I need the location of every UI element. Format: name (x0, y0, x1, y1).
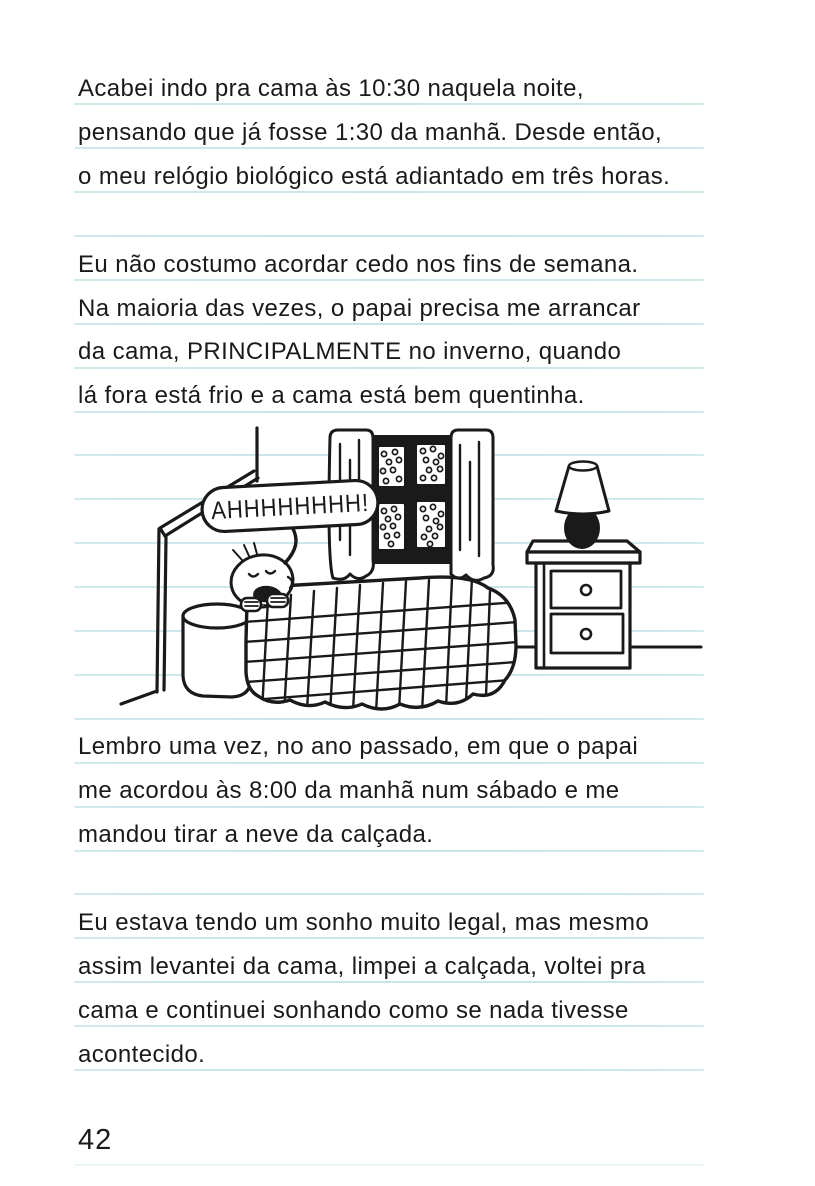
handwritten-line: Lembro uma vez, no ano passado, em que o papai (78, 733, 639, 760)
nightstand (527, 541, 640, 668)
lamp-icon (556, 462, 609, 550)
handwritten-line: lá fora está frio e a cama está bem quentinha. (78, 382, 585, 409)
handwritten-line: Eu não costumo acordar cedo nos fins de semana. (78, 251, 639, 278)
ruled-line (74, 235, 704, 237)
handwritten-line: cama e continuei sonhando como se nada tivesse (78, 997, 629, 1024)
handwritten-line: mandou tirar a neve da calçada. (78, 821, 434, 848)
plaid-pattern (244, 578, 518, 714)
ruled-line (74, 850, 704, 852)
handwritten-line: pensando que já fosse 1:30 da manhã. Desde então, (78, 119, 663, 146)
ruled-line (74, 542, 704, 544)
snowflakes (380, 446, 443, 546)
ruled-line (74, 103, 704, 105)
ruled-line (74, 718, 704, 720)
ruled-line (74, 191, 704, 193)
ruled-line (74, 454, 704, 456)
ruled-line (74, 147, 704, 149)
boy (228, 543, 297, 611)
ruled-line (74, 937, 704, 939)
handwritten-line: Na maioria das vezes, o papai precisa me arrancar (78, 295, 641, 322)
ruled-line (74, 981, 704, 983)
speech-bubble (201, 479, 390, 563)
handwritten-line: o meu relógio biológico está adiantado em três horas. (78, 163, 671, 190)
ruled-line (74, 1069, 704, 1071)
ruled-line (74, 893, 704, 895)
ruled-line (74, 498, 704, 500)
ruled-line (74, 806, 704, 808)
ruled-line (74, 411, 704, 413)
pillow (183, 604, 251, 697)
handwritten-line: me acordou às 8:00 da manhã num sábado e me (78, 777, 620, 804)
handwritten-line: da cama, PRINCIPALMENTE no inverno, quando (78, 338, 622, 365)
ruled-line (74, 279, 704, 281)
ruled-line (74, 674, 704, 676)
headboard (121, 428, 258, 704)
ruled-line (74, 630, 704, 632)
handwritten-line: Acabei indo pra cama às 10:30 naquela noite, (78, 75, 584, 102)
bed (244, 577, 518, 714)
curtain-right (451, 430, 493, 580)
handwritten-line: assim levantei da cama, limpei a calçada, voltei pra (78, 953, 646, 980)
closed-eyes (249, 571, 275, 577)
mouth (253, 585, 284, 608)
ruled-line (74, 762, 704, 764)
handwritten-line: Eu estava tendo um sonho muito legal, mas mesmo (78, 909, 650, 936)
ruled-line (74, 586, 704, 588)
speech-bubble-text: AHHHHHHHH! (210, 487, 390, 526)
floor-line-left (121, 691, 157, 704)
ruled-line (74, 367, 704, 369)
ruled-line-faint (74, 1164, 704, 1166)
page-number: 42 (78, 1124, 113, 1156)
handwritten-line: acontecido. (78, 1041, 206, 1068)
curtain-left (329, 430, 373, 579)
ruled-line (74, 1025, 704, 1027)
hair (233, 543, 257, 560)
hands (241, 594, 288, 611)
